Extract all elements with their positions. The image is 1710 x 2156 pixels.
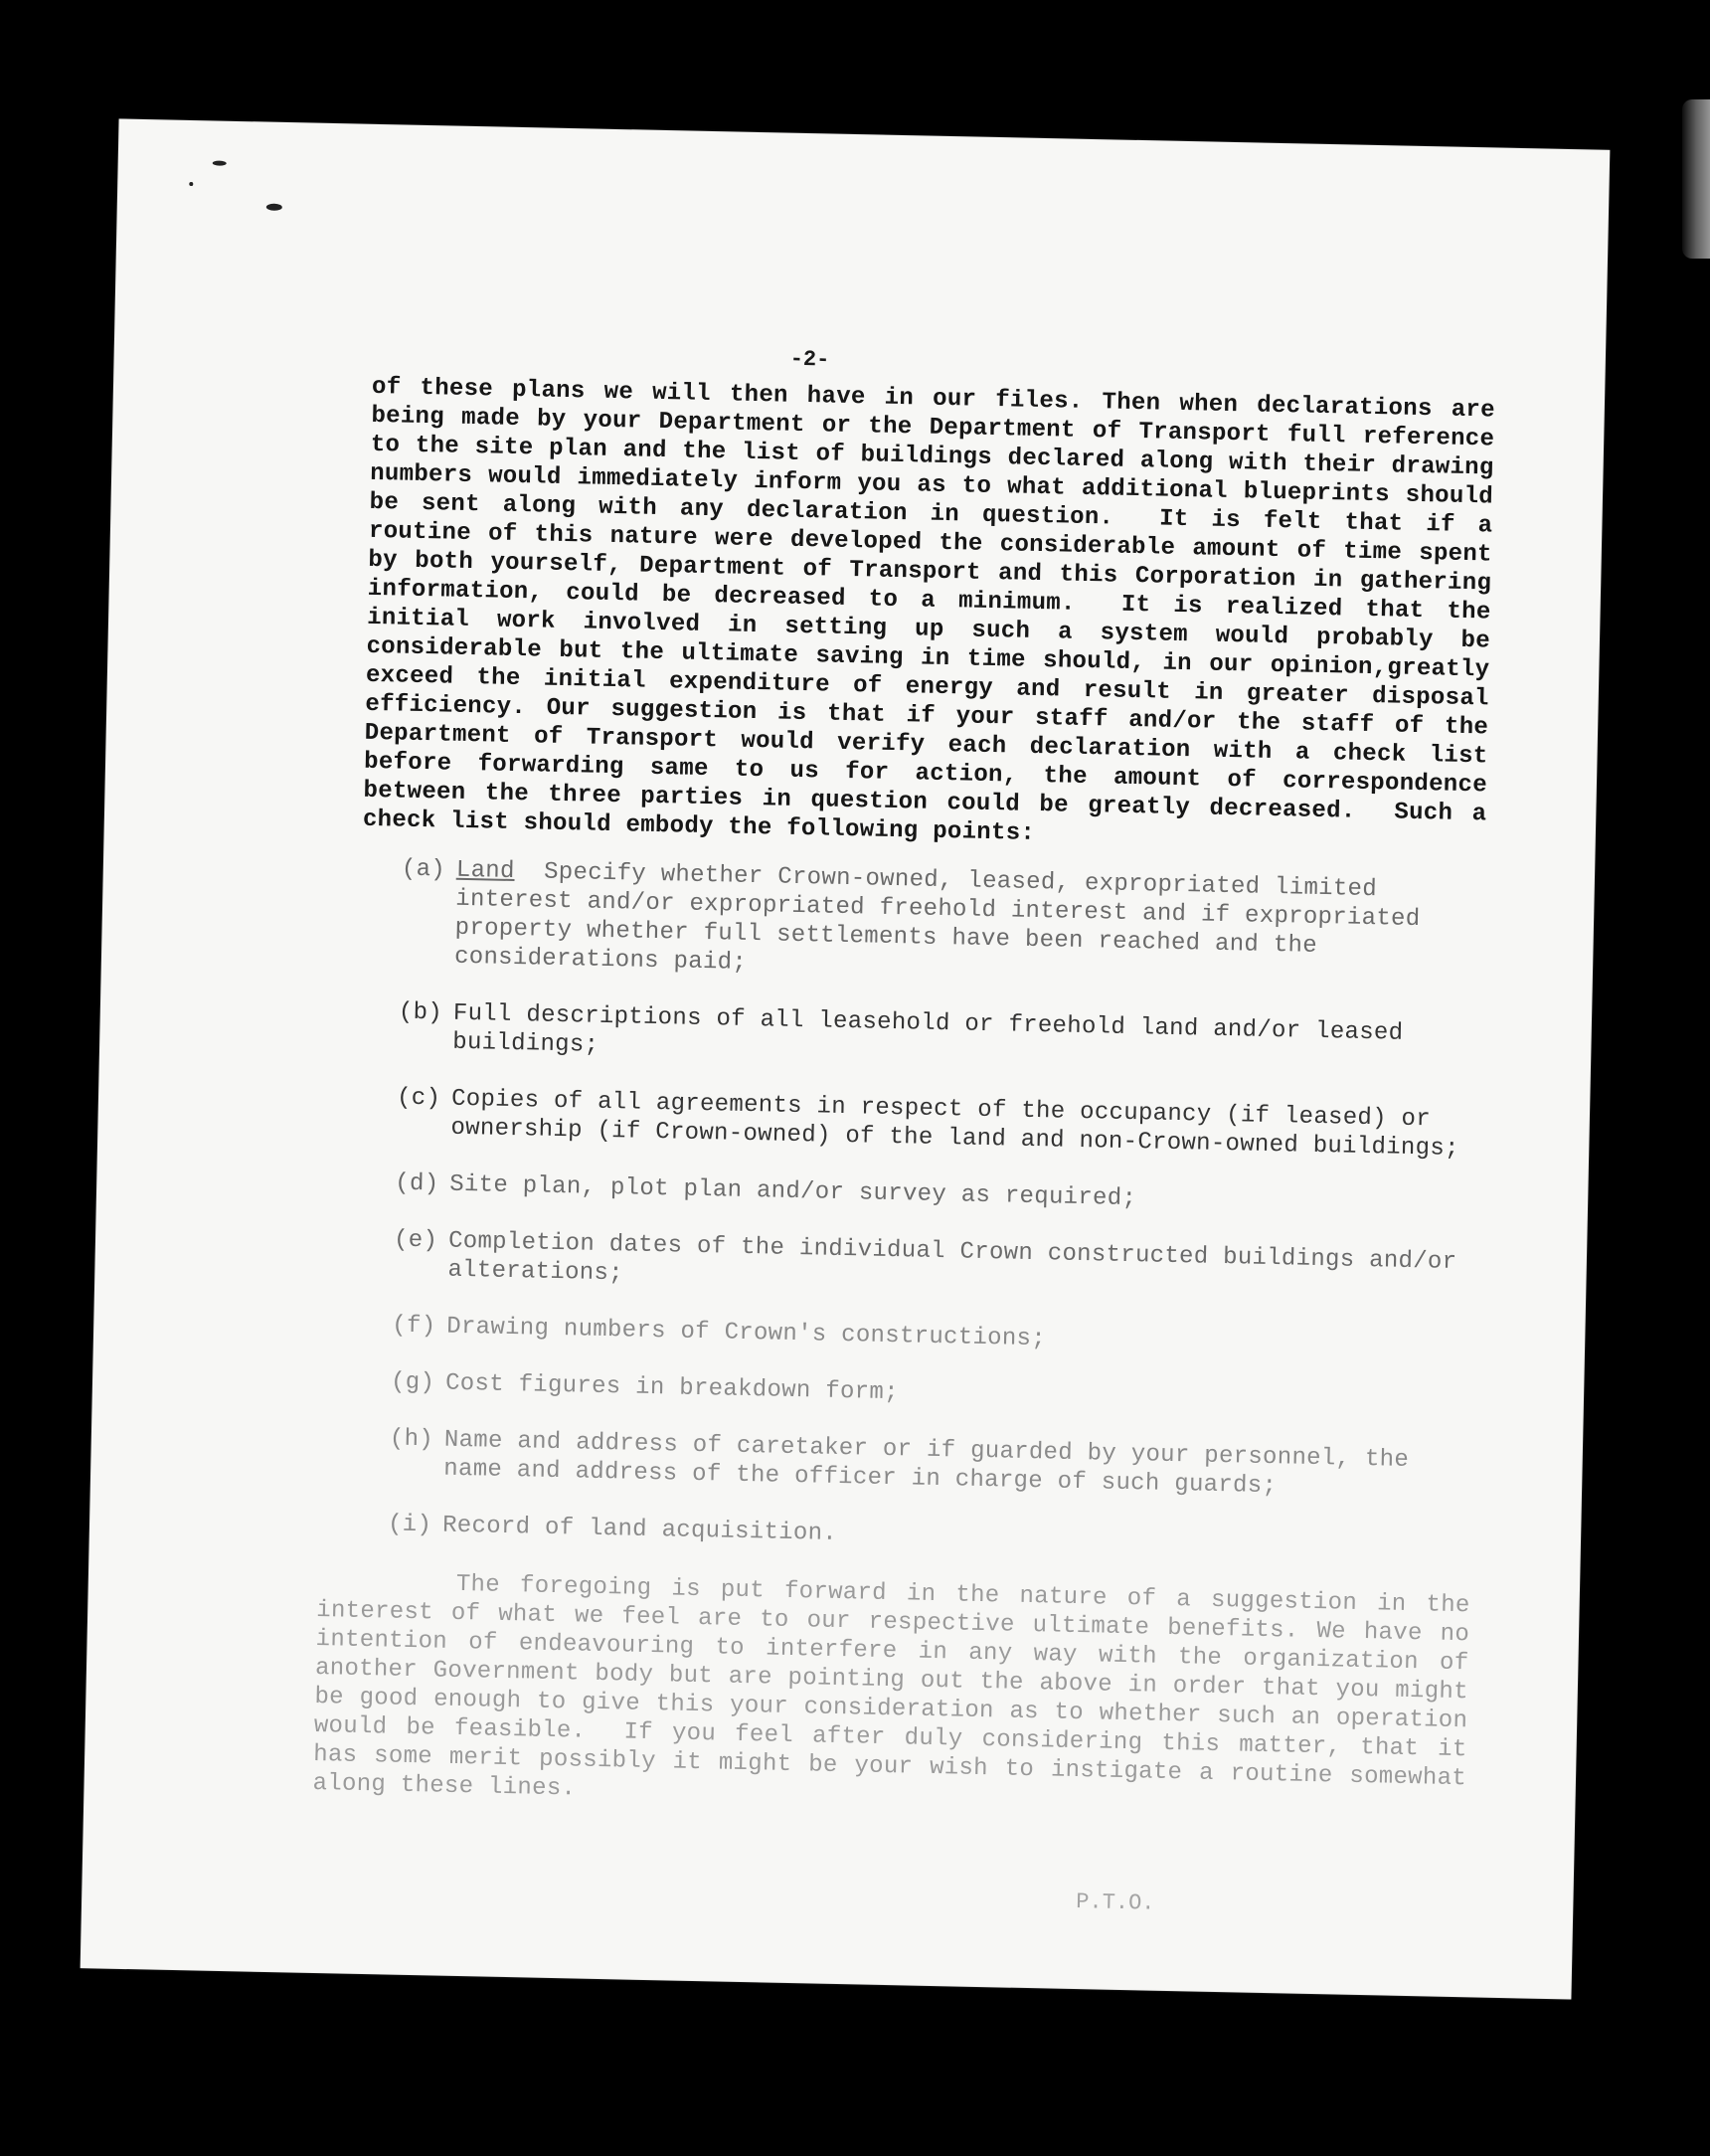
list-item bbox=[352, 1311, 1475, 1363]
item-letter: (d) bbox=[394, 1169, 439, 1198]
list-item bbox=[351, 1367, 1474, 1420]
list-item bbox=[356, 1083, 1480, 1165]
item-text: Drawing numbers of Crown's constructions; bbox=[445, 1313, 1047, 1353]
check-list bbox=[348, 854, 1485, 1562]
item-letter: (i) bbox=[387, 1511, 432, 1539]
item-body: Specify whether Crown-owned, leased, expropriated limited interest and/or expropriated freehold interest and if expropriated property whether full settlements have been reached and the considerations paid; bbox=[453, 858, 1436, 977]
item-heading: Land bbox=[455, 856, 515, 885]
list-item bbox=[353, 1225, 1477, 1307]
lead-paragraph: of these plans we will then have in our files. Then when declarations are being made by your Department or the Department of Transport full reference to the site plan and the list of buildings declared along with their drawing numbers would immediately inform you as to what additional blueprints should be sent along with any declaration in question. It is felt that if a routine of this nature were developed the considerable amount of time spent by both yourself, Department of Transport and this Corporation in gathering information, could be decreased to a minimum. It is realized that the initial work involved in setting up such a system would probably be considerable but the ultimate saving in time should, in our opinion,greatly exceed the initial expenditure of energy and result in greater disposal efficiency. Our suggestion is that if your staff and/or the staff of the Department of Transport would verify each declaration with a check list before forwarding same to us for action, the amount of correspondence between the three parties in question could be greatly decreased. Such a check list should embody the following points: bbox=[362, 373, 1510, 847]
item-text: Full descriptions of all leasehold or freehold land and/or leased buildings; bbox=[451, 999, 1419, 1059]
ink-smudge bbox=[266, 204, 282, 211]
item-letter: (g) bbox=[390, 1368, 435, 1397]
item-letter: (e) bbox=[393, 1226, 438, 1255]
item-text: Completion dates of the individual Crown constructed buildings and/or alterations; bbox=[447, 1227, 1472, 1288]
item-text bbox=[454, 856, 1485, 993]
list-item bbox=[360, 854, 1485, 993]
item-text: Record of land acquisition. bbox=[441, 1512, 838, 1547]
item-text: Cost figures in breakdown form; bbox=[444, 1369, 900, 1407]
item-letter: (c) bbox=[396, 1084, 441, 1113]
list-item bbox=[349, 1424, 1473, 1506]
paper-sheet bbox=[81, 118, 1611, 1999]
list-item bbox=[348, 1510, 1471, 1562]
item-text: Copies of all agreements in respect of the occupancy (if leased) or ownership (if Crown-owned) of the land and non-Crown-owned buildings; bbox=[450, 1085, 1459, 1163]
item-letter: (a) bbox=[401, 855, 446, 884]
list-item bbox=[355, 1168, 1478, 1221]
item-text: Site plan, plot plan and/or survey as required; bbox=[448, 1170, 1137, 1213]
page-number: -2- bbox=[789, 346, 830, 373]
letter-body bbox=[312, 373, 1510, 1822]
item-letter: (b) bbox=[398, 998, 443, 1027]
item-text: Name and address of caretaker or if guarded by your personnel, the name and address of the officer in charge of such guards; bbox=[442, 1426, 1425, 1501]
film-edge bbox=[1682, 99, 1710, 259]
item-letter: (h) bbox=[389, 1425, 434, 1454]
pto-note: P.T.O. bbox=[1076, 1889, 1155, 1916]
ink-smudge bbox=[189, 182, 193, 186]
ink-smudge bbox=[213, 160, 227, 165]
closing-paragraph: The foregoing is put forward in the nature of a suggestion in the interest of what we feel are to our respective ultimate benefits. We have no intention of endeavouring to interfere in any way with the organization of another Government body but are pointing out the above in order that you might be good enough to give this your consideration as to whether such an operation would be feasible. If you feel after duly considering this matter, that it has some merit possibly it might be your wish to instigate a routine somewhat along these lines. bbox=[312, 1570, 1485, 1803]
list-item bbox=[358, 997, 1482, 1079]
item-letter: (f) bbox=[392, 1312, 436, 1341]
